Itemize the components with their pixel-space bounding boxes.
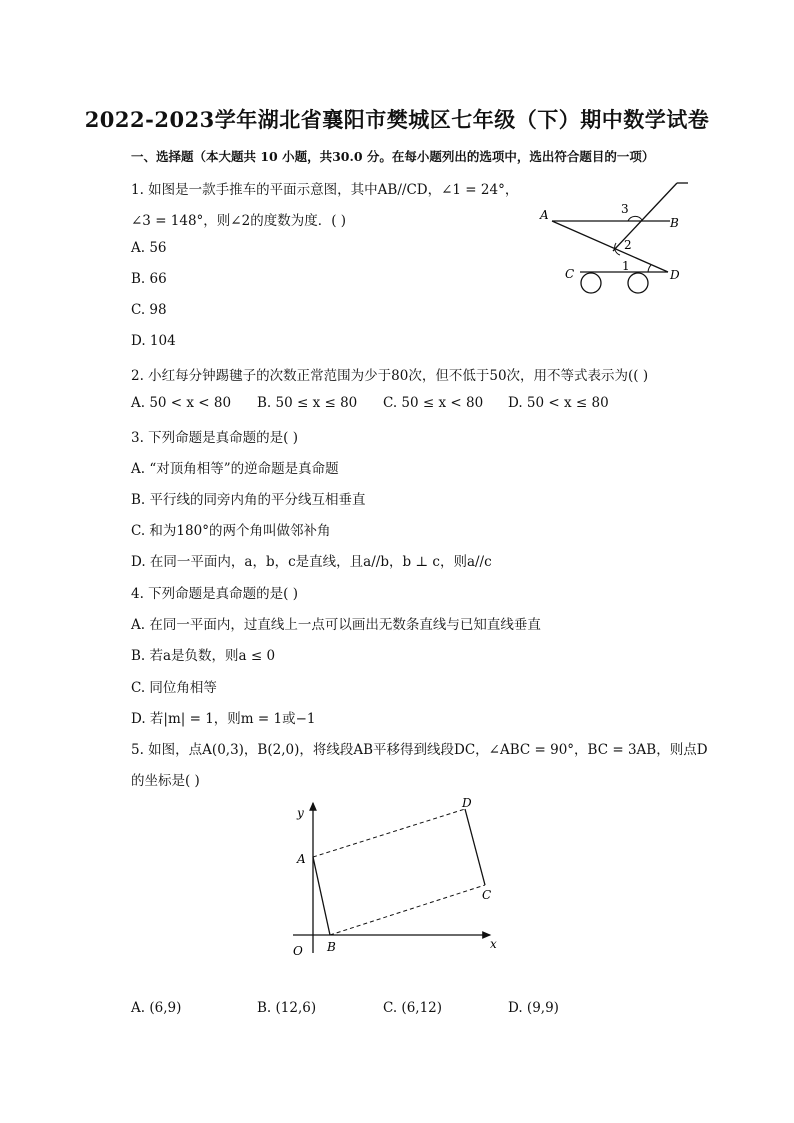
wheel-right — [628, 273, 648, 293]
label-y: y — [297, 806, 304, 820]
q3-option-d: D. 在同一平面内，a，b，c是直线，且a//b，b ⊥ c，则a//c — [131, 554, 492, 570]
segment-ab — [313, 857, 330, 935]
label-angle-3: 3 — [621, 202, 629, 216]
q4-option-b: B. 若a是负数，则a ≤ 0 — [131, 648, 276, 664]
label-o: O — [293, 944, 303, 958]
q2-option-d: D. 50 < x ≤ 80 — [508, 395, 609, 411]
q5-stem-line2: 的坐标是( ) — [131, 773, 200, 789]
q5-option-a: A. (6,9) — [131, 1000, 182, 1016]
q1-stem-line2: ∠3 = 148°，则∠2的度数为度．( ) — [131, 213, 347, 229]
dashed-bc — [330, 885, 485, 935]
label-a: A — [540, 208, 549, 222]
angle-arc-1 — [648, 265, 651, 272]
label-c: C — [565, 267, 575, 281]
q4-stem: 4. 下列命题是真命题的是( ) — [131, 586, 298, 602]
line-handle — [613, 183, 677, 251]
label-c: C — [482, 888, 492, 902]
section-heading: 一、选择题（本大题共 10 小题，共30.0 分。在每小题列出的选项中，选出符合题目的一项） — [131, 149, 655, 164]
q1-option-d: D. 104 — [131, 333, 176, 349]
q2-option-c: C. 50 ≤ x < 80 — [383, 395, 484, 411]
q1-option-c: C. 98 — [131, 302, 167, 318]
label-d: D — [462, 796, 472, 810]
q4-option-d: D. 若|m| = 1，则m = 1或−1 — [131, 711, 316, 727]
q5-option-c: C. (6,12) — [383, 1000, 443, 1016]
dashed-ad — [313, 809, 465, 857]
q1-option-b: B. 66 — [131, 271, 167, 287]
cart-diagram — [530, 175, 700, 300]
q4-option-a: A. 在同一平面内，过直线上一点可以画出无数条直线与已知直线垂直 — [131, 617, 541, 633]
q4-option-c: C. 同位角相等 — [131, 680, 217, 696]
page-title: 2022-2023学年湖北省襄阳市樊城区七年级（下）期中数学试卷 — [84, 107, 710, 132]
label-d: D — [670, 268, 680, 282]
q2-option-a: A. 50 < x < 80 — [131, 395, 232, 411]
q3-stem: 3. 下列命题是真命题的是( ) — [131, 430, 298, 446]
q2-stem: 2. 小红每分钟踢毽子的次数正常范围为少于80次，但不低于50次，用不等式表示为(( ) — [131, 368, 649, 384]
label-x: x — [490, 937, 497, 951]
label-angle-2: 2 — [624, 238, 632, 252]
coordinate-diagram — [285, 795, 515, 965]
angle-arc-3 — [628, 216, 642, 221]
q5-stem-line1: 5. 如图，点A(0,3)，B(2,0)，将线段AB平移得到线段DC，∠ABC = 90°，BC = 3AB，则点D — [131, 742, 708, 758]
line-ad — [552, 221, 668, 272]
label-a: A — [297, 852, 306, 866]
q3-option-a: A. “对顶角相等”的逆命题是真命题 — [131, 461, 339, 477]
q1-option-a: A. 56 — [131, 240, 167, 256]
wheel-left — [581, 273, 601, 293]
q1-stem-line1: 1. 如图是一款手推车的平面示意图，其中AB//CD，∠1 = 24°， — [131, 182, 519, 198]
segment-dc — [465, 809, 485, 885]
q2-option-b: B. 50 ≤ x ≤ 80 — [257, 395, 358, 411]
q5-option-b: B. (12,6) — [257, 1000, 317, 1016]
q3-option-c: C. 和为180°的两个角叫做邻补角 — [131, 523, 331, 539]
q3-option-b: B. 平行线的同旁内角的平分线互相垂直 — [131, 492, 366, 508]
label-b: B — [670, 216, 679, 230]
label-b: B — [327, 940, 336, 954]
label-angle-1: 1 — [622, 259, 630, 273]
q5-option-d: D. (9,9) — [508, 1000, 559, 1016]
